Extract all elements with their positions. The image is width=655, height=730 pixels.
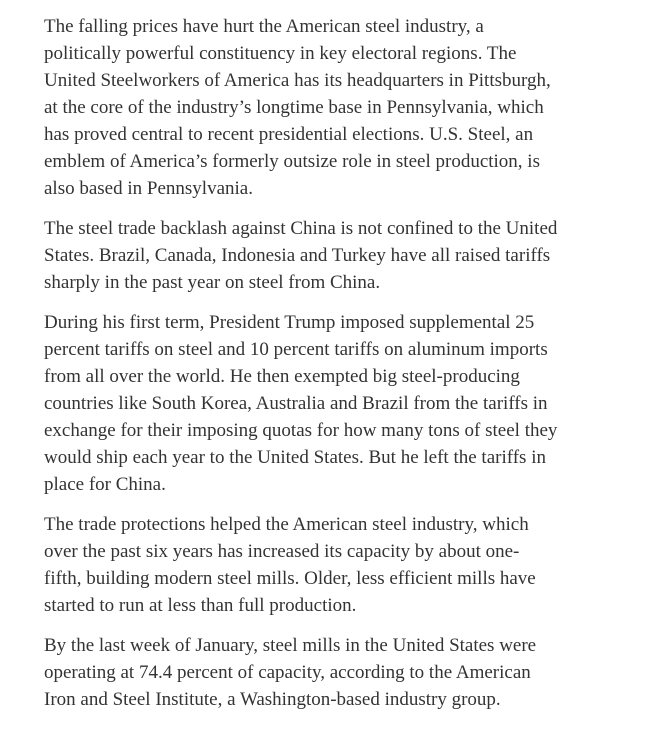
text-line: sharply in the past year on steel from China. <box>44 272 381 293</box>
text-line: The trade protections helped the American steel industry, which <box>44 514 529 535</box>
text-line: The steel trade backlash against China is not confined to the United <box>44 218 558 239</box>
text-line: operating at 74.4 percent of capacity, according to the American <box>44 662 531 683</box>
text-line: has proved central to recent presidential elections. U.S. Steel, an <box>44 124 534 145</box>
paragraph-5 <box>44 632 644 713</box>
text-line: at the core of the industry’s longtime base in Pennsylvania, which <box>44 97 544 118</box>
text-line: fifth, building modern steel mills. Older, less efficient mills have <box>44 568 536 589</box>
text-line: emblem of America’s formerly outsize role in steel production, is <box>44 151 540 172</box>
text-line: exchange for their imposing quotas for how many tons of steel they <box>44 420 558 441</box>
text-line: place for China. <box>44 474 166 495</box>
text-line: Iron and Steel Institute, a Washington-based industry group. <box>44 689 501 710</box>
paragraph-3 <box>44 309 644 498</box>
text-line: countries like South Korea, Australia and Brazil from the tariffs in <box>44 393 548 414</box>
text-line: started to run at less than full production. <box>44 595 357 616</box>
text-line: By the last week of January, steel mills in the United States were <box>44 635 537 656</box>
text-line: over the past six years has increased its capacity by about one- <box>44 541 520 562</box>
paragraph-4 <box>44 511 644 619</box>
paragraph-1 <box>44 13 644 202</box>
text-line: politically powerful constituency in key electoral regions. The <box>44 43 517 64</box>
article-body <box>44 13 644 726</box>
text-line: percent tariffs on steel and 10 percent tariffs on aluminum imports <box>44 339 548 360</box>
text-line: also based in Pennsylvania. <box>44 178 253 199</box>
text-line: from all over the world. He then exempted big steel-producing <box>44 366 520 387</box>
text-line: would ship each year to the United States. But he left the tariffs in <box>44 447 546 468</box>
text-line: United Steelworkers of America has its headquarters in Pittsburgh, <box>44 70 551 91</box>
text-line: The falling prices have hurt the American steel industry, a <box>44 16 484 37</box>
text-line: During his first term, President Trump imposed supplemental 25 <box>44 312 535 333</box>
text-line: States. Brazil, Canada, Indonesia and Turkey have all raised tariffs <box>44 245 551 266</box>
paragraph-2 <box>44 215 644 296</box>
